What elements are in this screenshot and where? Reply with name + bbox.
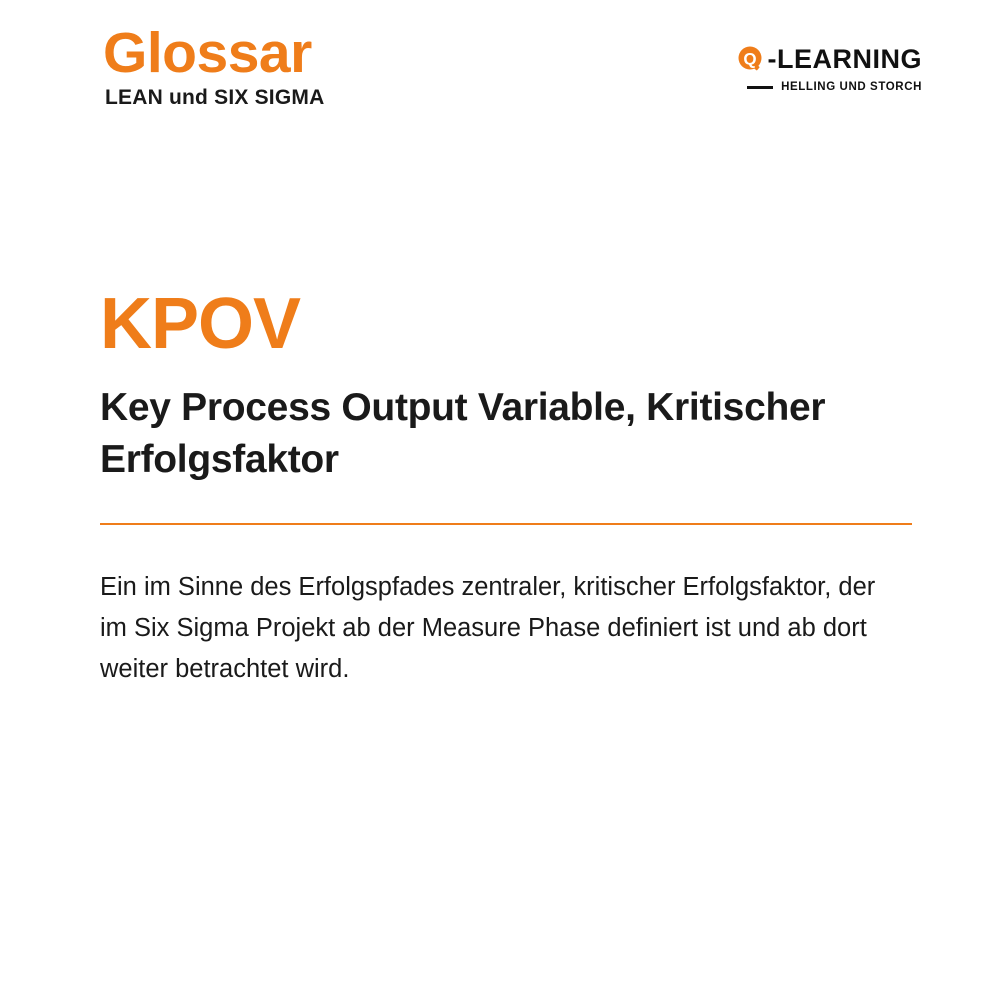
logo-tagline: HELLING UND STORCH — [781, 81, 922, 93]
term-expanded: Key Process Output Variable, Kritischer Erfolgsfaktor — [100, 386, 826, 482]
accent-divider — [100, 523, 912, 525]
company-logo — [736, 44, 923, 93]
glossary-entry — [100, 284, 912, 690]
logo-wordmark-row — [736, 44, 923, 74]
svg-text:Q: Q — [742, 49, 757, 69]
term-definition: Ein im Sinne des Erfolgspfades zentraler, kritischer Erfolgsfaktor, der im Six Sigma Projekt ab der Measure Phase definiert ist und ab dort weiter betrachtet wird. — [100, 572, 876, 684]
term-abbreviation: KPOV — [100, 284, 301, 364]
page-title: Glossar — [103, 21, 312, 85]
card-header — [0, 21, 1000, 134]
brand-block — [103, 21, 325, 110]
logo-wordmark: -LEARNING — [767, 43, 922, 74]
logo-tagline-row — [736, 81, 923, 93]
logo-dash-icon — [747, 86, 773, 89]
page-subtitle: LEAN und SIX SIGMA — [105, 85, 325, 109]
q-mark-icon — [736, 44, 766, 74]
